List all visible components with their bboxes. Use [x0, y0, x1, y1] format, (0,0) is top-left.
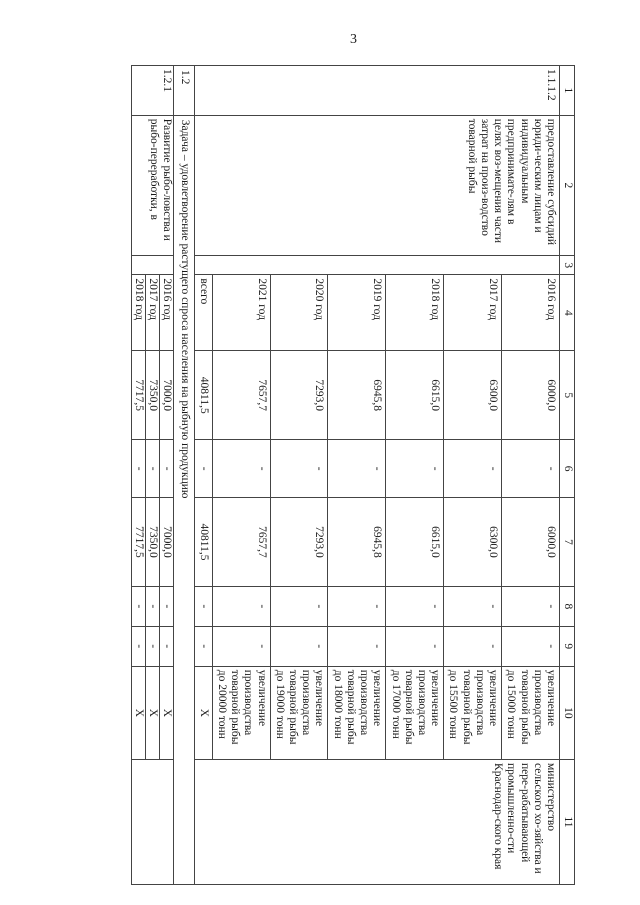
year-cell: 2016 год	[502, 275, 560, 351]
year-cell: 2020 год	[270, 275, 328, 351]
year-cell: 2016 год	[160, 275, 174, 351]
federal-cell: -	[386, 440, 444, 498]
year-cell: 2021 год	[212, 275, 270, 351]
col-5-header: 5	[560, 351, 575, 440]
regional-cell: 6300,0	[444, 498, 502, 587]
empty-cell	[194, 256, 559, 275]
result-cell: увеличение производства товарной рыбы до 20000 тонн	[212, 666, 270, 759]
federal-cell: -	[444, 440, 502, 498]
row-description: Развитие рыбо-ловства и рыбо-переработки, в	[131, 115, 174, 255]
other-cell: -	[270, 626, 328, 666]
year-cell: 2017 год	[145, 275, 159, 351]
regional-cell: 7657,7	[212, 498, 270, 587]
result-cell: X	[145, 666, 159, 759]
year-cell: 2017 год	[444, 275, 502, 351]
col-3-header: 3	[560, 256, 575, 275]
local-cell: -	[131, 586, 145, 626]
result-cell: X	[194, 666, 212, 759]
federal-cell: -	[131, 440, 145, 498]
other-cell: -	[502, 626, 560, 666]
result-cell: X	[160, 666, 174, 759]
federal-cell: -	[328, 440, 386, 498]
local-cell: -	[328, 586, 386, 626]
total-cell: 7657,7	[212, 351, 270, 440]
col-7-header: 7	[560, 498, 575, 587]
table-row	[160, 66, 174, 885]
local-cell: -	[386, 586, 444, 626]
task-code: 1.2	[174, 66, 194, 116]
regional-cell: 7293,0	[270, 498, 328, 587]
regional-cell: 6945,8	[328, 498, 386, 587]
other-cell: -	[212, 626, 270, 666]
result-cell: X	[131, 666, 145, 759]
col-1-header: 1	[560, 66, 575, 116]
result-cell: увеличение производства товарной рыбы до 15500 тонн	[444, 666, 502, 759]
total-cell: 7350,0	[145, 351, 159, 440]
row-description: предоставление субсидий юриди-ческим лицам и индивидуальным предпринимате-лям в целях воз-мещения части затрат на произ-водство товарной рыбы	[194, 115, 559, 255]
other-cell: -	[145, 626, 159, 666]
col-8-header: 8	[560, 586, 575, 626]
col-6-header: 6	[560, 440, 575, 498]
year-cell: всего	[194, 275, 212, 351]
regional-cell: 7350,0	[145, 498, 159, 587]
executor-cell: министерство сельского хо-зяйства и пере-рабатывающей промышленно-сти Краснодар-ского края	[194, 760, 559, 885]
table-row	[502, 66, 560, 885]
total-cell: 40811,5	[194, 351, 212, 440]
federal-cell: -	[212, 440, 270, 498]
regional-cell: 40811,5	[194, 498, 212, 587]
local-cell: -	[270, 586, 328, 626]
total-cell: 6945,8	[328, 351, 386, 440]
regional-cell: 6000,0	[502, 498, 560, 587]
col-9-header: 9	[560, 626, 575, 666]
federal-cell: -	[145, 440, 159, 498]
row-code: 1.1.1.2	[194, 66, 559, 116]
result-cell: увеличение производства товарной рыбы до 19000 тонн	[270, 666, 328, 759]
col-11-header: 11	[560, 760, 575, 885]
col-2-header: 2	[560, 115, 575, 255]
regional-cell: 6615,0	[386, 498, 444, 587]
page-number: 3	[350, 32, 357, 47]
result-cell: увеличение производства товарной рыбы до 17000 тонн	[386, 666, 444, 759]
total-cell: 7293,0	[270, 351, 328, 440]
row-code: 1.2.1	[131, 66, 174, 116]
other-cell: -	[131, 626, 145, 666]
year-cell: 2018 год	[131, 275, 145, 351]
federal-cell: -	[270, 440, 328, 498]
local-cell: -	[145, 586, 159, 626]
local-cell: -	[502, 586, 560, 626]
col-10-header: 10	[560, 666, 575, 759]
total-cell: 7000,0	[160, 351, 174, 440]
program-table-sheet	[97, 65, 575, 885]
other-cell: -	[194, 626, 212, 666]
result-cell: увеличение производства товарной рыбы до 18000 тонн	[328, 666, 386, 759]
col-4-header: 4	[560, 275, 575, 351]
local-cell: -	[194, 586, 212, 626]
other-cell: -	[386, 626, 444, 666]
federal-cell: -	[194, 440, 212, 498]
year-cell: 2019 год	[328, 275, 386, 351]
total-cell: 7717,5	[131, 351, 145, 440]
local-cell: -	[160, 586, 174, 626]
regional-cell: 7717,5	[131, 498, 145, 587]
federal-cell: -	[502, 440, 560, 498]
empty-cell	[131, 256, 174, 275]
task-row	[174, 66, 194, 885]
other-cell: -	[328, 626, 386, 666]
total-cell: 6615,0	[386, 351, 444, 440]
local-cell: -	[212, 586, 270, 626]
task-text: Задача – удовлетворение растущего спроса населения на рыбную продукцию	[174, 115, 194, 884]
other-cell: -	[444, 626, 502, 666]
total-cell: 6000,0	[502, 351, 560, 440]
local-cell: -	[444, 586, 502, 626]
year-cell: 2018 год	[386, 275, 444, 351]
total-cell: 6300,0	[444, 351, 502, 440]
executor-cell	[131, 760, 174, 885]
other-cell: -	[160, 626, 174, 666]
federal-cell: -	[160, 440, 174, 498]
program-activities-table	[131, 65, 575, 885]
regional-cell: 7000,0	[160, 498, 174, 587]
result-cell: увеличение производства товарной рыбы до 15000 тонн	[502, 666, 560, 759]
header-row	[560, 66, 575, 885]
